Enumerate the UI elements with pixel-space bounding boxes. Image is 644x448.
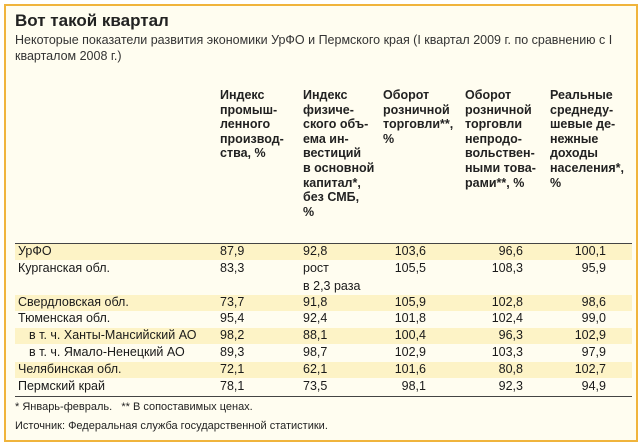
- table-row: [15, 294, 632, 311]
- cell-value: 94,9: [581, 379, 606, 393]
- cell-value: 83,3: [220, 261, 245, 275]
- cell-value: 78,1: [220, 379, 245, 393]
- table-row: [15, 260, 632, 277]
- source-note: Источник: Федеральная служба государственной статистики.: [15, 420, 328, 432]
- footnote: * Январь-февраль. ** В сопоставимых ценах.: [15, 401, 253, 413]
- row-name: УрФО: [18, 244, 52, 258]
- cell-value: 102,8: [491, 295, 523, 309]
- row-name: в т. ч. Ханты-Мансийский АО: [29, 328, 197, 342]
- table-row: [15, 327, 632, 344]
- cell-value: 98,6: [581, 295, 606, 309]
- table-row: [15, 378, 632, 395]
- column-header-5: Реальные среднеду- шевые де- нежные доходы населения*, %: [550, 88, 624, 190]
- cell-value: 103,3: [491, 345, 523, 359]
- cell-value: 89,3: [220, 345, 245, 359]
- row-name: Свердловская обл.: [18, 295, 129, 309]
- row-name: Челябинская обл.: [18, 362, 122, 376]
- row-name: в т. ч. Ямало-Ненецкий АО: [29, 345, 185, 359]
- cell-value: 92,3: [498, 379, 523, 393]
- table-row: [15, 243, 632, 260]
- cell-value: 102,9: [394, 345, 426, 359]
- cell-value: 73,7: [220, 295, 245, 309]
- column-header-3: Оборот розничной торговли**, %: [383, 88, 454, 146]
- cell-value: 105,9: [394, 295, 426, 309]
- cell-value: 105,5: [394, 261, 426, 275]
- cell-value: 98,1: [401, 379, 426, 393]
- cell-value: 92,4: [303, 311, 328, 325]
- cell-value: 73,5: [303, 379, 328, 393]
- cell-value: 96,6: [498, 244, 523, 258]
- cell-value-continuation: в 2,3 раза: [303, 279, 361, 293]
- cell-value: 98,7: [303, 345, 328, 359]
- cell-value: 108,3: [491, 261, 523, 275]
- cell-value: 88,1: [303, 328, 328, 342]
- cell-value: 100,1: [574, 244, 606, 258]
- column-header-2: Индекс физиче- ского объ- ема ин- вестиций в основной капитал*, без СМБ, %: [303, 88, 375, 219]
- cell-value: 62,1: [303, 362, 328, 376]
- row-name: Тюменская обл.: [18, 311, 111, 325]
- row-name: Курганская обл.: [18, 261, 110, 275]
- table-row: [15, 344, 632, 361]
- cell-value: 100,4: [394, 328, 426, 342]
- table-row: [15, 361, 632, 378]
- cell-value: 92,8: [303, 244, 328, 258]
- table-bottom-rule: [15, 396, 632, 397]
- cell-value: рост: [303, 261, 329, 275]
- cell-value: 102,4: [491, 311, 523, 325]
- cell-value: 102,9: [574, 328, 606, 342]
- table-row: [15, 310, 632, 327]
- table-title: Вот такой квартал: [15, 11, 169, 30]
- cell-value: 72,1: [220, 362, 245, 376]
- cell-value: 102,7: [574, 362, 606, 376]
- cell-value: 91,8: [303, 295, 328, 309]
- column-header-4: Оборот розничной торговли непродо- вольствен- ными това- рами**, %: [465, 88, 536, 190]
- cell-value: 87,9: [220, 244, 245, 258]
- cell-value: 98,2: [220, 328, 245, 342]
- column-header-1: Индекс промыш- ленного производ- ства, %: [220, 88, 284, 161]
- cell-value: 101,6: [394, 362, 426, 376]
- cell-value: 97,9: [581, 345, 606, 359]
- cell-value: 80,8: [498, 362, 523, 376]
- cell-value: 99,0: [581, 311, 606, 325]
- table-frame: [4, 4, 638, 442]
- cell-value: 95,4: [220, 311, 245, 325]
- cell-value: 95,9: [581, 261, 606, 275]
- table-subtitle: Некоторые показатели развития экономики УрФО и Пермского края (I квартал 2009 г. по сравнению с I кварталом 2008 г.): [15, 33, 613, 63]
- cell-value: 96,3: [498, 328, 523, 342]
- cell-value: 103,6: [394, 244, 426, 258]
- cell-value: 101,8: [394, 311, 426, 325]
- row-name: Пермский край: [18, 379, 105, 393]
